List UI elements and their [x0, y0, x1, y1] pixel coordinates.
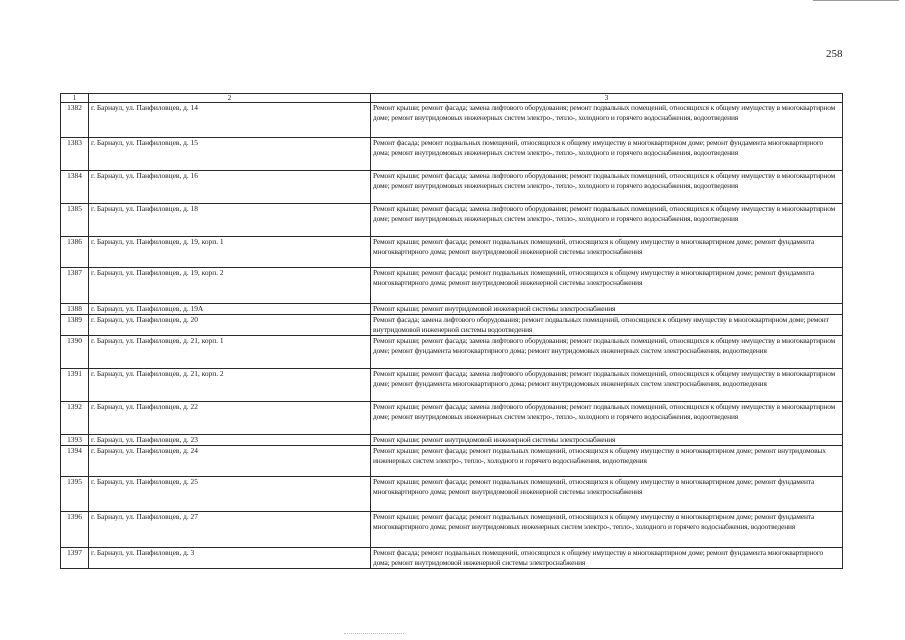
row-number: 1383 — [61, 138, 89, 171]
table-row — [61, 548, 843, 569]
row-works: Ремонт крыши; ремонт фасада; замена лифтового оборудования; ремонт подвальных помещений, относящихся к общему имуществу в многоквартирном доме; ремонт фундамента многоквартирного дома; ремонт внутридомовых инженерных систем электроснабжения, водоотведения — [371, 336, 843, 369]
row-address: г. Барнаул, ул. Панфиловцев, д. 21, корп. 1 — [89, 336, 371, 369]
table-row — [61, 477, 843, 512]
table-row — [61, 446, 843, 477]
row-works: Ремонт крыши; ремонт фасада; замена лифтового оборудования; ремонт подвальных помещений, относящихся к общему имуществу в многоквартирном доме; ремонт внутридомовых инженерных систем электро-, тепло-, холодного и горячего водоснабжения, водоотведения — [371, 103, 843, 138]
table-header — [61, 94, 843, 103]
page-number: 258 — [826, 48, 843, 60]
row-works: Ремонт крыши; ремонт фасада; замена лифтового оборудования; ремонт подвальных помещений, относящихся к общему имуществу в многоквартирном доме; ремонт фундамента многоквартирного дома; ремонт внутридомовых инженерных систем электроснабжения, водоотведения — [371, 369, 843, 402]
row-works: Ремонт крыши; ремонт внутридомовой инженерной системы электроснабжения — [371, 304, 843, 315]
row-works: Ремонт крыши; ремонт фасада; ремонт подвальных помещений, относящихся к общему имуществу в многоквартирном доме; ремонт внутридомовых инженерных систем электро-, тепло-, холодного и горячего водоснабжения, водоотведения — [371, 446, 843, 477]
table-body — [61, 103, 843, 569]
row-number: 1387 — [61, 268, 89, 304]
row-number: 1390 — [61, 336, 89, 369]
table-row — [61, 435, 843, 446]
row-number: 1396 — [61, 512, 89, 548]
row-address: г. Барнаул, ул. Панфиловцев, д. 27 — [89, 512, 371, 548]
row-address: г. Барнаул, ул. Панфиловцев, д. 24 — [89, 446, 371, 477]
row-number: 1391 — [61, 369, 89, 402]
row-address: г. Барнаул, ул. Панфиловцев, д. 25 — [89, 477, 371, 512]
row-address: г. Барнаул, ул. Панфиловцев, д. 19, корп. 2 — [89, 268, 371, 304]
row-address: г. Барнаул, ул. Панфиловцев, д. 19А — [89, 304, 371, 315]
header-row — [61, 94, 843, 103]
row-address: г. Барнаул, ул. Панфиловцев, д. 15 — [89, 138, 371, 171]
row-number: 1382 — [61, 103, 89, 138]
row-address: г. Барнаул, ул. Панфиловцев, д. 23 — [89, 435, 371, 446]
table-row — [61, 268, 843, 304]
row-works: Ремонт крыши; ремонт фасада; ремонт подвальных помещений, относящихся к общему имуществу в многоквартирном доме; ремонт фундамента многоквартирного дома; ремонт внутридомовых инженерных систем электро-, тепло-, холодного и горячего водоснабжения, водоотведения — [371, 512, 843, 548]
row-works: Ремонт фасада; замена лифтового оборудования; ремонт подвальных помещений, относящихся к общему имуществу в многоквартирном доме; ремонт внутридомовой инженерной системы водоотведения — [371, 315, 843, 336]
row-number: 1388 — [61, 304, 89, 315]
row-number: 1385 — [61, 204, 89, 237]
table-row — [61, 103, 843, 138]
table-row — [61, 369, 843, 402]
row-address: г. Барнаул, ул. Панфиловцев, д. 21, корп. 2 — [89, 369, 371, 402]
row-number: 1394 — [61, 446, 89, 477]
row-address: г. Барнаул, ул. Панфиловцев, д. 20 — [89, 315, 371, 336]
row-works: Ремонт фасада; ремонт подвальных помещений, относящихся к общему имуществу в многоквартирном доме; ремонт фундамента многоквартирного дома; ремонт внутридомовых инженерных систем электро-, тепло-, холодного и горячего водоснабжения, водоотведения — [371, 138, 843, 171]
table-row — [61, 315, 843, 336]
row-number: 1397 — [61, 548, 89, 569]
row-number: 1386 — [61, 237, 89, 268]
row-number: 1393 — [61, 435, 89, 446]
row-works: Ремонт фасада; ремонт подвальных помещений, относящихся к общему имуществу в многоквартирном доме; ремонт фундамента многоквартирного дома; ремонт внутридомовой инженерной системы электроснабжения — [371, 548, 843, 569]
table-row — [61, 237, 843, 268]
table-row — [61, 336, 843, 369]
row-number: 1395 — [61, 477, 89, 512]
header-col-address: 2 — [89, 94, 371, 103]
row-address: г. Барнаул, ул. Панфиловцев, д. 22 — [89, 402, 371, 435]
row-address: г. Барнаул, ул. Панфиловцев, д. 19, корп. 1 — [89, 237, 371, 268]
row-number: 1384 — [61, 171, 89, 204]
scan-corner-mark — [813, 0, 899, 2]
row-address: г. Барнаул, ул. Панфиловцев, д. 14 — [89, 103, 371, 138]
registry-table — [60, 93, 843, 569]
table-row — [61, 512, 843, 548]
table-row — [61, 304, 843, 315]
row-works: Ремонт крыши; ремонт фасада; ремонт подвальных помещений, относящихся к общему имуществу в многоквартирном доме; ремонт фундамента многоквартирного дома; ремонт внутридомовой инженерной системы электроснабжения — [371, 237, 843, 268]
row-works: Ремонт крыши; ремонт фасада; замена лифтового оборудования; ремонт подвальных помещений, относящихся к общему имуществу в многоквартирном доме; ремонт внутридомовых инженерных систем электро-, тепло-, холодного и горячего водоснабжения, водоотведения — [371, 204, 843, 237]
row-address: г. Барнаул, ул. Панфиловцев, д. 3 — [89, 548, 371, 569]
scan-footer-mark — [344, 633, 404, 634]
table-row — [61, 204, 843, 237]
table-row — [61, 402, 843, 435]
row-number: 1392 — [61, 402, 89, 435]
row-works: Ремонт крыши; ремонт внутридомовой инженерной системы электроснабжения — [371, 435, 843, 446]
row-number: 1389 — [61, 315, 89, 336]
table-row — [61, 138, 843, 171]
row-works: Ремонт крыши; ремонт фасада; замена лифтового оборудования; ремонт подвальных помещений, относящихся к общему имуществу в многоквартирном доме; ремонт внутридомовых инженерных систем электро-, тепло-, холодного и горячего водоснабжения, водоотведения — [371, 402, 843, 435]
row-works: Ремонт крыши; ремонт фасада; ремонт подвальных помещений, относящихся к общему имуществу в многоквартирном доме; ремонт фундамента многоквартирного дома; ремонт внутридомовой инженерной системы электроснабжения — [371, 477, 843, 512]
row-address: г. Барнаул, ул. Панфиловцев, д. 16 — [89, 171, 371, 204]
header-col-number: 1 — [61, 94, 89, 103]
row-works: Ремонт крыши; ремонт фасада; замена лифтового оборудования; ремонт подвальных помещений, относящихся к общему имуществу в многоквартирном доме; ремонт внутридомовых инженерных систем электро-, тепло-, холодного и горячего водоснабжения, водоотведения — [371, 171, 843, 204]
row-works: Ремонт крыши; ремонт фасада; ремонт подвальных помещений, относящихся к общему имуществу в многоквартирном доме; ремонт фундамента многоквартирного дома; ремонт внутридомовой инженерной системы электроснабжения — [371, 268, 843, 304]
table-row — [61, 171, 843, 204]
row-address: г. Барнаул, ул. Панфиловцев, д. 18 — [89, 204, 371, 237]
header-col-works: 3 — [371, 94, 843, 103]
